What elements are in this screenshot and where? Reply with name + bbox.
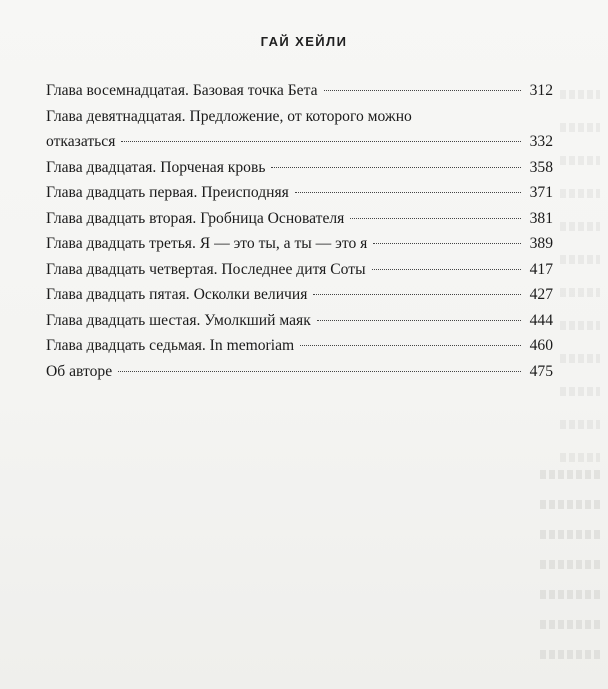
dot-leader (373, 243, 521, 244)
dot-leader (121, 141, 521, 142)
dot-leader (295, 192, 521, 193)
toc-entry-page: 389 (529, 235, 553, 252)
show-through-marks-lower (540, 470, 600, 680)
toc-entry-chapter-23 (46, 231, 553, 257)
running-header-author: ГАЙ ХЕЙЛИ (260, 34, 348, 49)
dot-leader (300, 345, 521, 346)
toc-entry-chapter-22 (46, 206, 553, 232)
toc-entry-title: Глава двадцать третья. Я — это ты, а ты — это я (46, 235, 368, 252)
toc-entry-title: Глава двадцатая. Порченая кровь (46, 158, 266, 176)
toc-entry-about-author (46, 359, 553, 385)
toc-entry-title: Глава восемнадцатая. Базовая точка Бета (46, 82, 318, 99)
toc-entry-page: 475 (529, 362, 553, 380)
toc-entry-chapter-25 (46, 282, 553, 308)
toc-entry-title: Глава двадцать вторая. Гробница Основателя (46, 209, 345, 227)
dot-leader (313, 294, 521, 295)
toc-entry-title-line1: Глава девятнадцатая. Предложение, от которого можно (46, 107, 412, 125)
toc-entry-page: 312 (529, 82, 553, 99)
dot-leader (118, 371, 521, 372)
toc-entry-page: 381 (529, 209, 553, 227)
toc-entry-page: 417 (529, 260, 553, 278)
toc-entry-page: 444 (529, 311, 553, 329)
toc-entry-chapter-19 (46, 104, 553, 155)
dot-leader (350, 218, 521, 219)
toc-entry-chapter-21 (46, 180, 553, 206)
table-of-contents (46, 78, 553, 384)
toc-entry-title: Об авторе (46, 362, 113, 380)
toc-entry-chapter-24 (46, 257, 553, 283)
toc-entry-title: Глава двадцать четвертая. Последнее дитя Соты (46, 260, 366, 278)
toc-entry-page: 427 (529, 286, 553, 303)
toc-entry-page: 371 (529, 184, 553, 201)
toc-entry-chapter-18 (46, 78, 553, 104)
toc-entry-title: Глава двадцать первая. Преисподняя (46, 184, 289, 201)
toc-entry-title: Глава двадцать пятая. Осколки величия (46, 286, 308, 303)
toc-entry-page: 460 (529, 337, 553, 354)
toc-entry-chapter-27 (46, 333, 553, 359)
dot-leader (271, 167, 521, 168)
dot-leader (324, 90, 521, 91)
show-through-marks (560, 90, 600, 450)
toc-entry-chapter-26 (46, 308, 553, 334)
toc-entry-chapter-20 (46, 155, 553, 181)
toc-entry-title-line2: отказаться (46, 133, 116, 150)
toc-entry-page: 358 (529, 158, 553, 176)
toc-entry-title: Глава двадцать седьмая. In memoriam (46, 337, 295, 354)
dot-leader (372, 269, 521, 270)
toc-entry-page: 332 (529, 133, 553, 150)
dot-leader (317, 320, 521, 321)
toc-entry-title: Глава двадцать шестая. Умолкший маяк (46, 311, 311, 329)
